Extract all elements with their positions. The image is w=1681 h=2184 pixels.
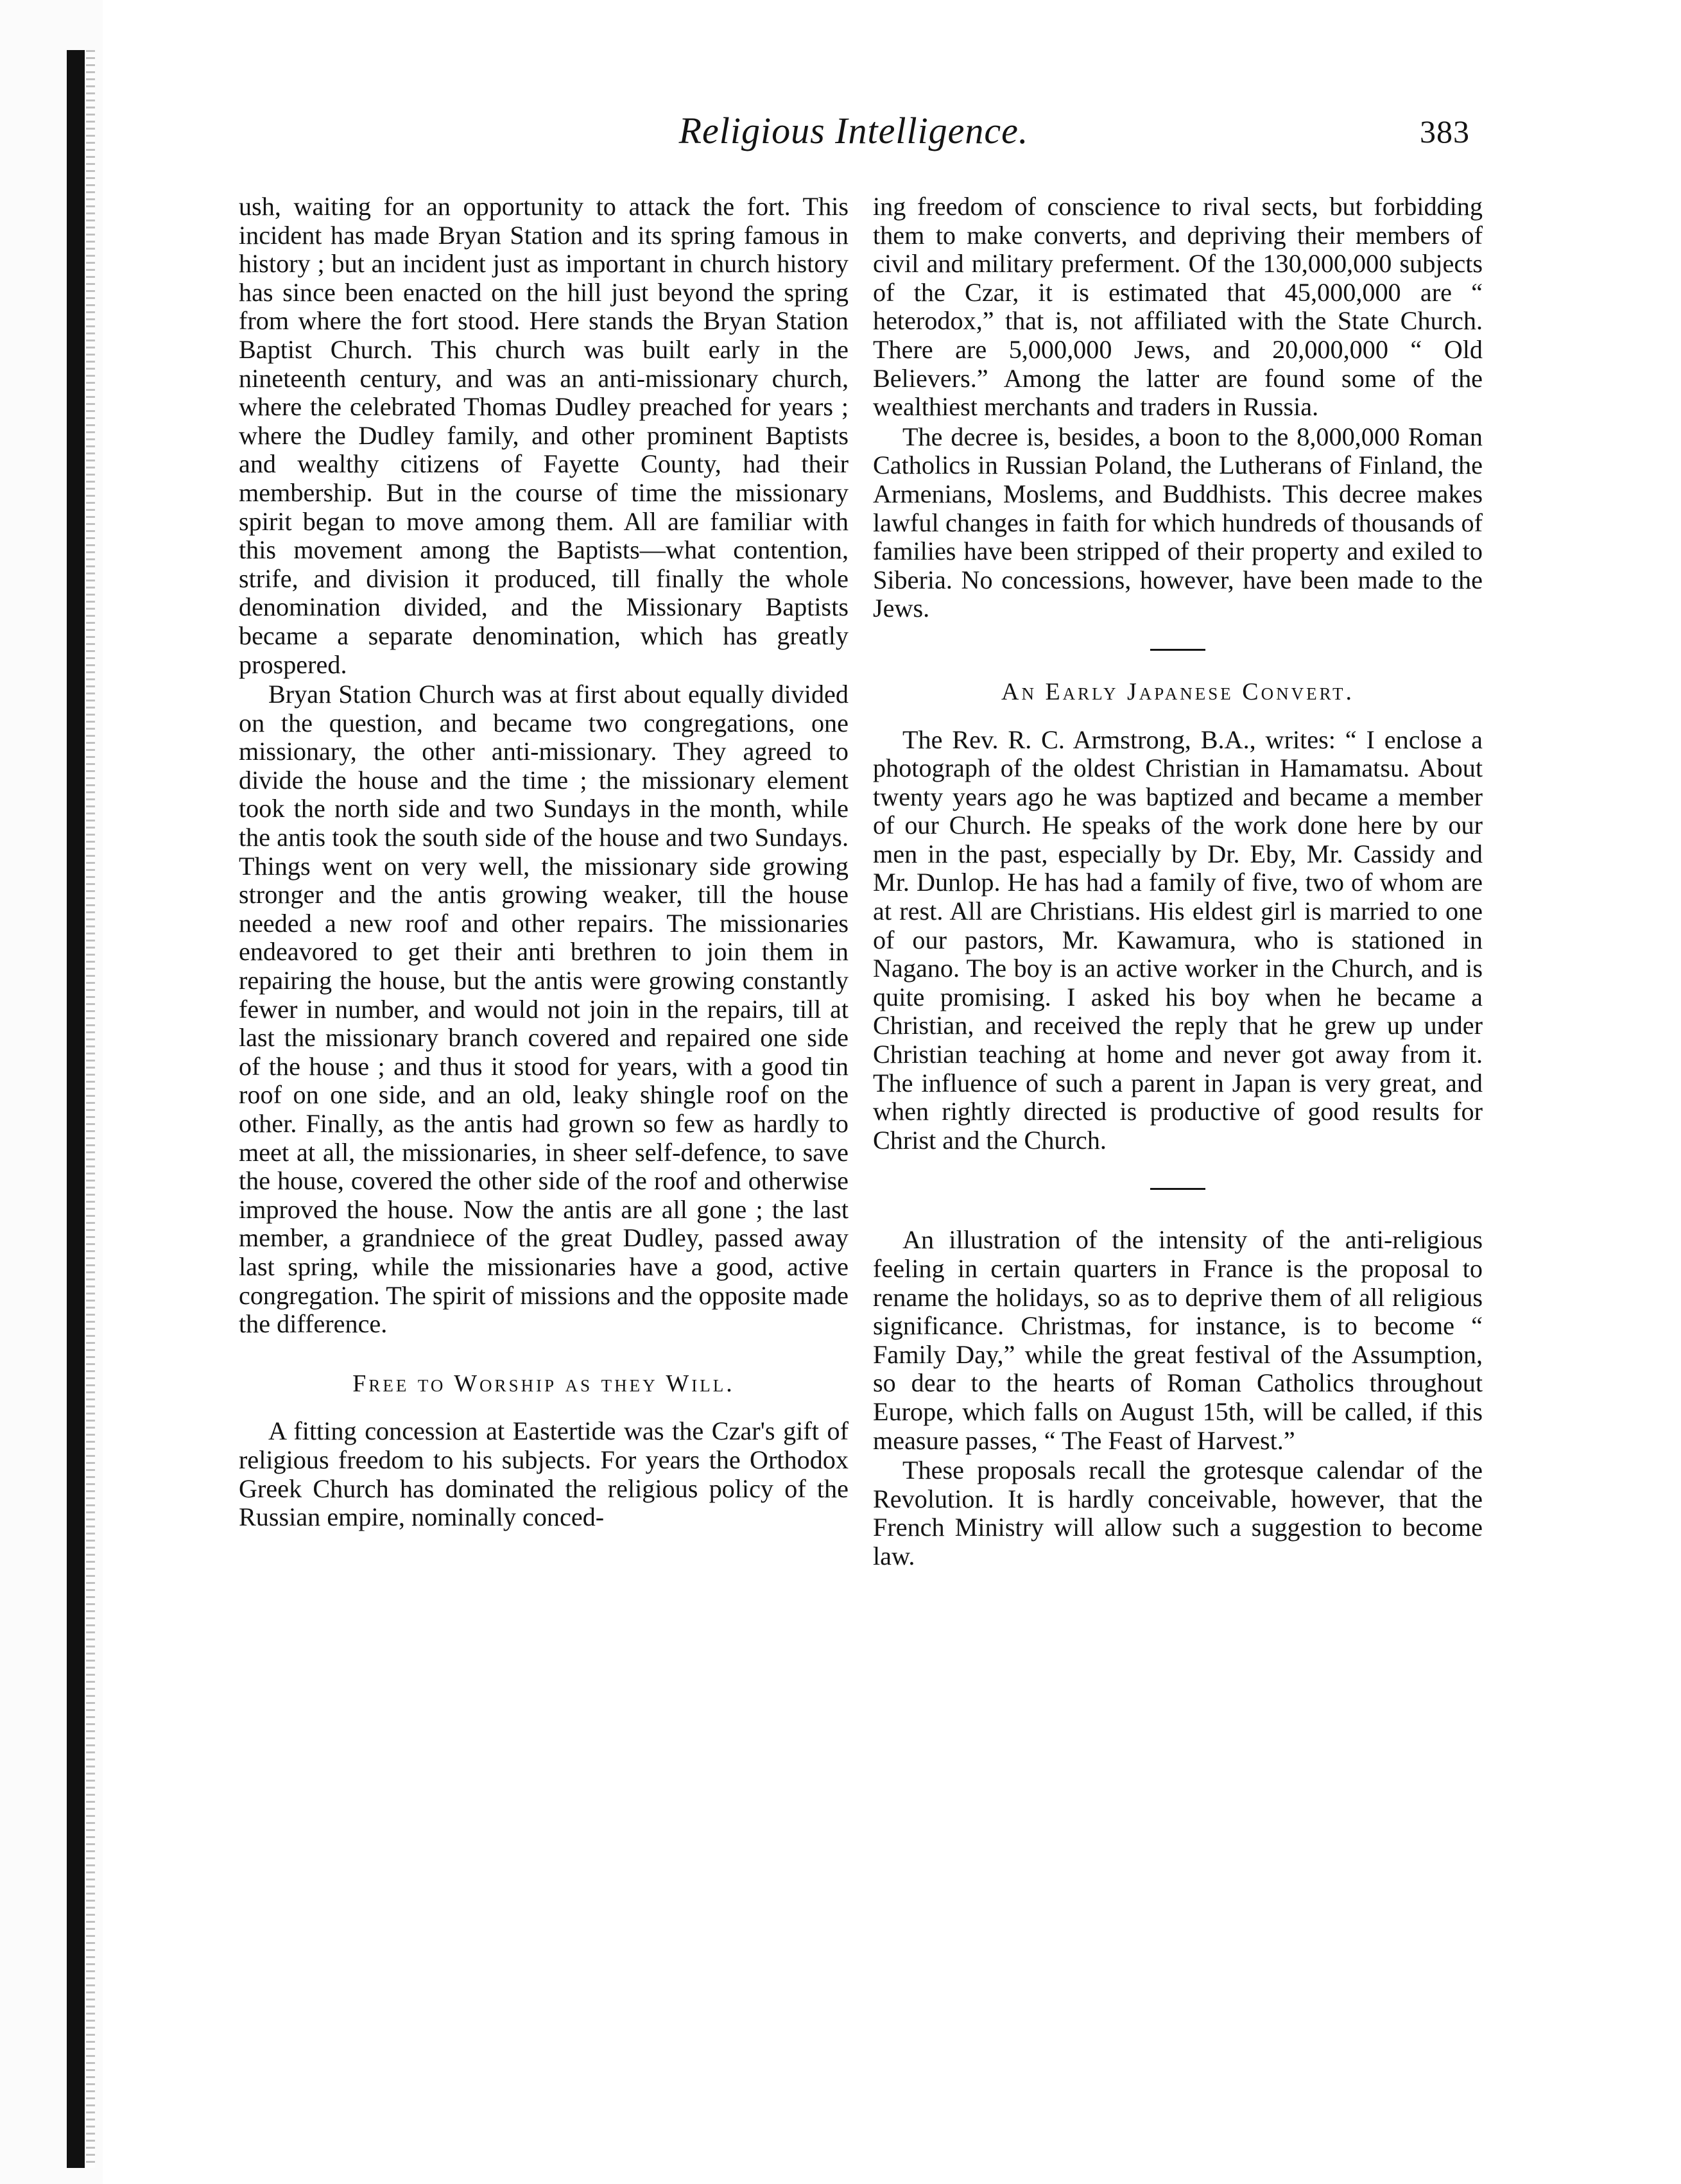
paragraph: ush, waiting for an opportunity to attack the fort. This incident has made Bryan Station and its spring famous in history ; but an incident just as important in church history has since been enacted on the hill just beyond the spring from where the fort stood. Here stands the Bryan Station Baptist Church. This church was built early in the nineteenth century, and was an anti-missionary church, where the celebrated Thomas Dudley preached for years ; where the Dudley family, and other prominent Baptists and wealthy citizens of Fayette County, had their membership. But in the course of time the missionary spirit began to move among them. All are familiar with this movement among the Baptists—what contention, strife, and division it produced, till finally the whole denomination divided, and the Missionary Baptists became a separate denomination, which has greatly prospered.	[239, 192, 849, 679]
paragraph: The Rev. R. C. Armstrong, B.A., writes: “ I enclose a photograph of the oldest Christian in Hamamatsu. About twenty years ago he was baptized and became a member of our Church. He speaks of the work done here by our men in the past, especially by Dr. Eby, Mr. Cassidy and Mr. Dunlop. He has had a family of five, two of whom are at rest. All are Christians. His eldest girl is married to one of our pastors, Mr. Kawamura, who is stationed in Nagano. The boy is an active worker in the Church, and is quite promising. I asked his boy when he became a Christian, and received the reply that he grew up under Christian teaching at home and never got away from it. The influence of such a parent in Japan is very great, and when rightly directed is productive of good results for Christ and the Church.	[873, 725, 1483, 1155]
section-divider	[1150, 649, 1205, 651]
left-column	[239, 193, 849, 2144]
running-head-title: Religious Intelligence.	[678, 110, 1029, 151]
section-title: An Early Japanese Convert.	[1001, 678, 1354, 705]
page-number: 383	[1420, 114, 1470, 150]
section-title: Free to Worship as they Will.	[352, 1370, 735, 1397]
paragraph: ing freedom of conscience to rival sects, but forbidding them to make converts, and depriving their members of civil and military preferment. Of the 130,000,000 subjects of the Czar, it is estimated that 45,000,000 are “ heterodox,” that is, not affiliated with the State Church. There are 5,000,000 Jews, and 20,000,000 “ Old Believers.” Among the latter are found some of the wealthiest merchants and traders in Russia.	[873, 192, 1483, 422]
paragraph: A fitting concession at Eastertide was the Czar's gift of religious freedom to his subjects. For years the Orthodox Greek Church has dominated the religious policy of the Russian empire, nominally conced-	[239, 1416, 849, 1532]
paragraph: These proposals recall the grotesque calendar of the Revolution. It is hardly conceivable, however, that the French Ministry will allow such a suggestion to become law.	[873, 1456, 1483, 1570]
binding-bar	[67, 50, 85, 2168]
paragraph: The decree is, besides, a boon to the 8,000,000 Roman Catholics in Russian Poland, the Lutherans of Finland, the Armenians, Moslems, and Buddhists. This decree makes lawful changes in faith for which hundreds of thousands of families have been stripped of their property and exiled to Siberia. No concessions, however, have been made to the Jews.	[873, 422, 1483, 623]
right-column	[873, 193, 1483, 2144]
binding-edge	[0, 0, 103, 2184]
paragraph: Bryan Station Church was at first about equally divided on the question, and became two congregations, one missionary, the other anti-missionary. They agreed to divide the house and the time ; the missionary element took the north side and two Sundays in the month, while the antis took the south side of the house and two Sundays. Things went on very well, the missionary side growing stronger and the antis growing weaker, till the house needed a new roof and other repairs. The missionaries endeavored to get their anti brethren to join them in repairing the house, but the antis were growing constantly fewer in number, and would not join in the repairs, till at last the missionary branch covered and repaired one side of the house ; and thus it stood for years, with a good tin roof on one side, and an old, leaky shingle roof on the other. Finally, as the antis had grown so few as hardly to meet at all, the missionaries, in sheer self-defence, to save the house, covered the other side of the roof and otherwise improved the house. Now the antis are all gone ; the last member, a grandniece of the great Dudley, passed away last spring, while the missionaries have a good, active congregation. The spirit of missions and the opposite made the difference.	[239, 680, 849, 1339]
section-divider	[1150, 1188, 1205, 1190]
paragraph: An illustration of the intensity of the anti-religious feeling in certain quarters in France is the proposal to rename the holidays, so as to deprive them of all religious significance. Christmas, for instance, is to become “ Family Day,” while the great festival of the Assumption, so dear to the hearts of Roman Catholics throughout Europe, which falls on August 15th, will be called, if this measure passes, “ The Feast of Harvest.”	[873, 1225, 1483, 1455]
